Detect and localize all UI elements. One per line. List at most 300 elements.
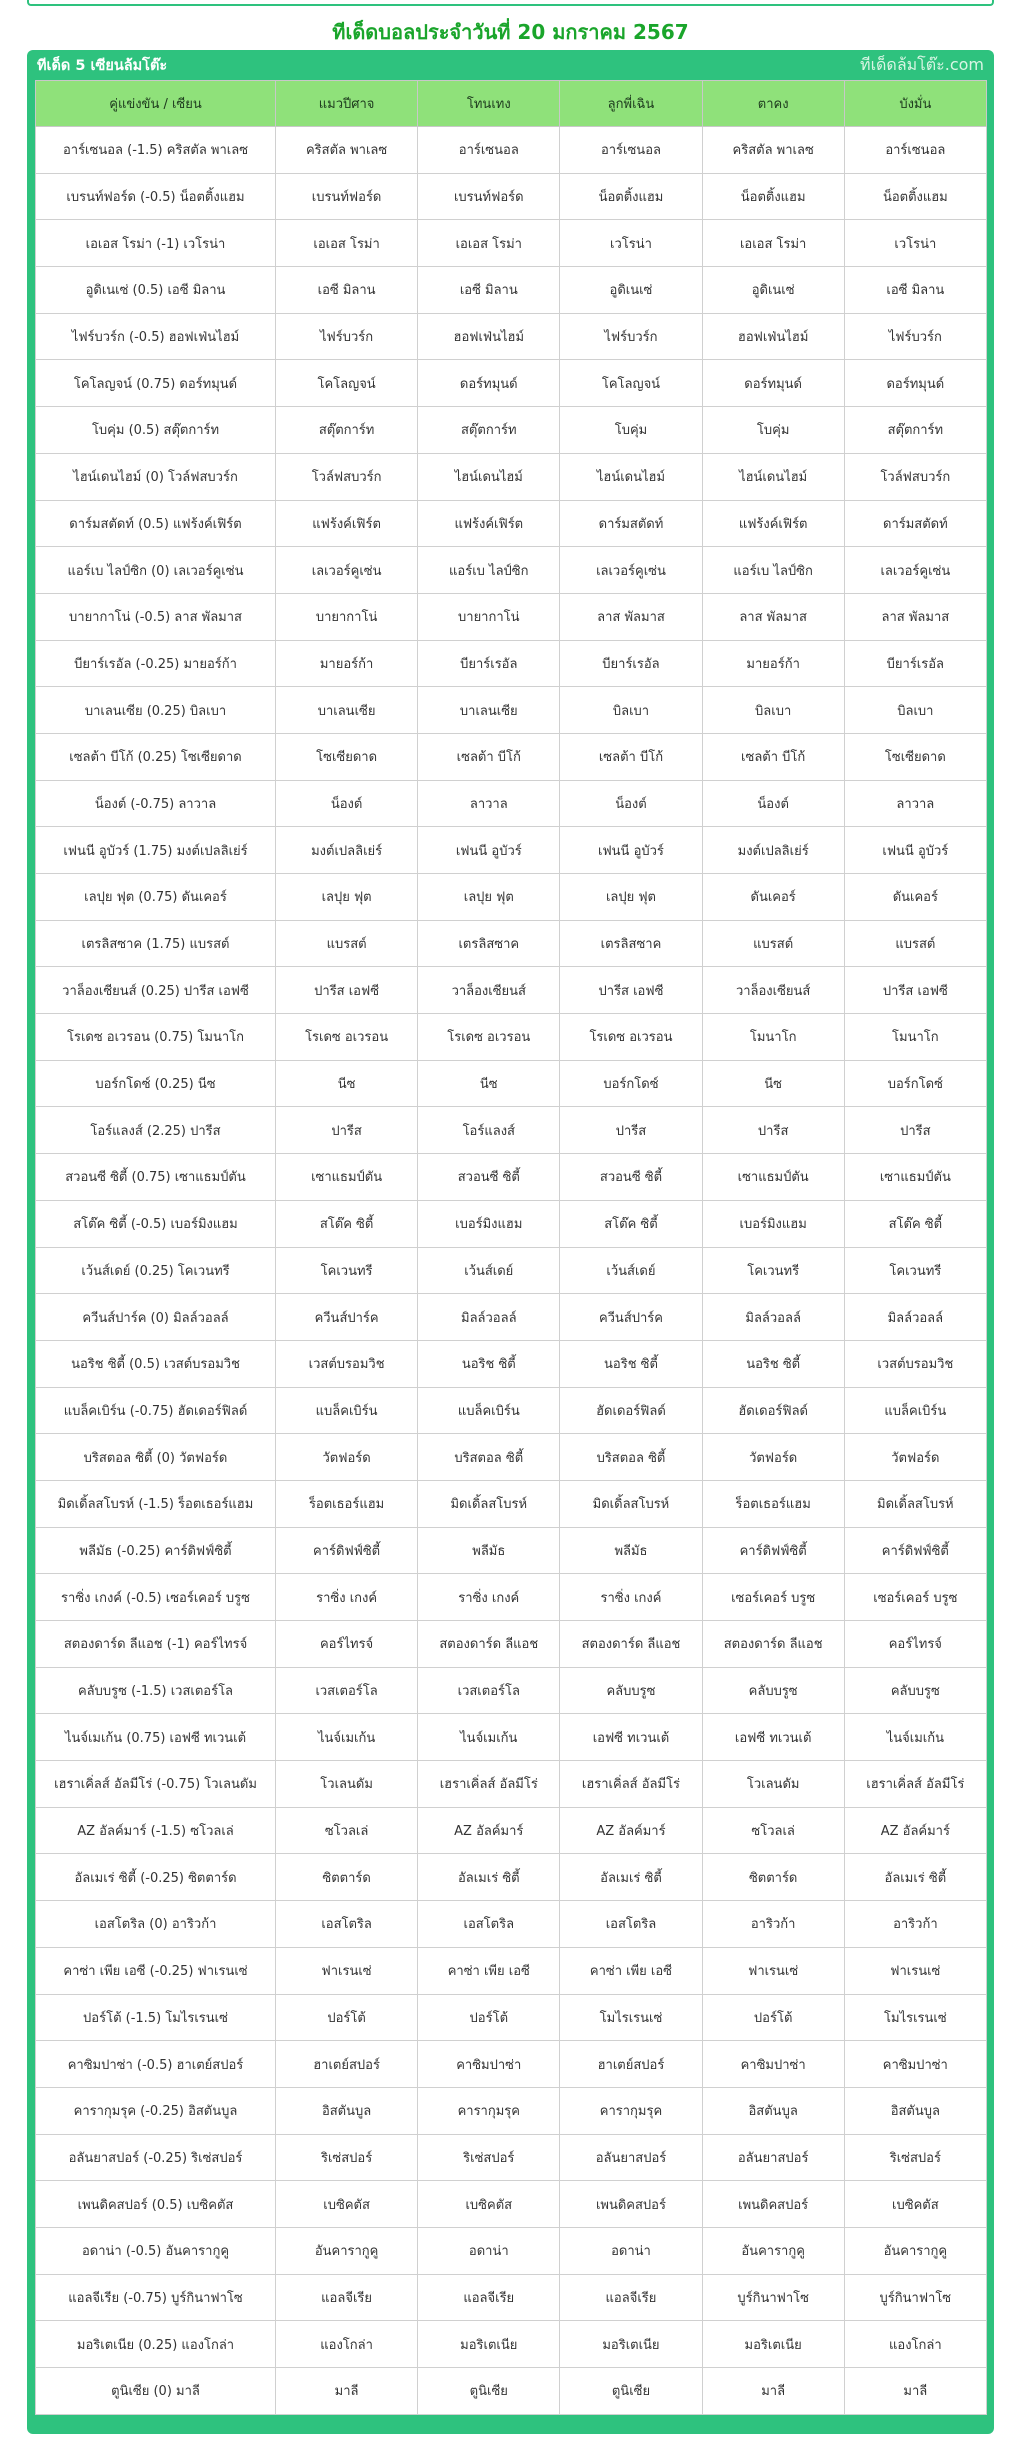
match-cell: เอสโตริล (0) อาริวก้า <box>36 1901 276 1948</box>
pick-cell: ไฟร์บวร์ก <box>560 313 702 360</box>
table-row <box>36 2181 987 2228</box>
pick-cell: ปารีส <box>844 1107 986 1154</box>
pick-cell: ตูนิเซีย <box>560 2368 702 2415</box>
pick-cell: แบรสต์ <box>844 920 986 967</box>
pick-cell: เลปุย ฟุต <box>560 874 702 921</box>
top-frame <box>27 0 994 6</box>
match-cell: เอเอส โรม่า (-1) เวโรน่า <box>36 220 276 267</box>
pick-cell: อิสตันบูล <box>844 2087 986 2134</box>
pick-cell: ซิตตาร์ด <box>702 1854 844 1901</box>
match-cell: พลีมัธ (-0.25) คาร์ดิฟฟ์ซิตี้ <box>36 1527 276 1574</box>
pick-cell: ปารีส เอฟซี <box>844 967 986 1014</box>
pick-cell: อาริวก้า <box>844 1901 986 1948</box>
pick-cell: ปารีส เอฟซี <box>276 967 418 1014</box>
pick-cell: น็อตติ้งแฮม <box>844 173 986 220</box>
pick-cell: โคเวนทรี <box>844 1247 986 1294</box>
table-row <box>36 173 987 220</box>
pick-cell: ฮาเตย์สปอร์ <box>560 2041 702 2088</box>
pick-cell: เฟนนี อูบัวร์ <box>560 827 702 874</box>
pick-cell: อลันยาสปอร์ <box>702 2134 844 2181</box>
match-cell: ไฟร์บวร์ก (-0.5) ฮอฟเฟ่นไฮม์ <box>36 313 276 360</box>
table-row <box>36 1014 987 1061</box>
pick-cell: อาร์เซนอล <box>844 127 986 174</box>
match-cell: คาซ่า เพีย เอซี (-0.25) ฟาเรนเซ่ <box>36 1947 276 1994</box>
pick-cell: นอริช ซิตี้ <box>702 1340 844 1387</box>
pick-cell: มงต์เปลลิเย่ร์ <box>276 827 418 874</box>
table-row <box>36 407 987 454</box>
tips-panel <box>27 50 994 2434</box>
pick-cell: บริสตอล ซิตี้ <box>418 1434 560 1481</box>
pick-cell: แองโกล่า <box>276 2321 418 2368</box>
pick-cell: คาร์ดิฟฟ์ซิตี้ <box>276 1527 418 1574</box>
pick-cell: เว้นส์เดย์ <box>418 1247 560 1294</box>
pick-cell: วัตฟอร์ด <box>702 1434 844 1481</box>
pick-cell: ไนจ์เมเก้น <box>276 1714 418 1761</box>
pick-cell: เลเวอร์คูเซ่น <box>844 547 986 594</box>
table-row <box>36 2274 987 2321</box>
pick-cell: นอริช ซิตี้ <box>560 1340 702 1387</box>
pick-cell: บูร์กินาฟาโซ <box>844 2274 986 2321</box>
pick-cell: สตุ๊ตการ์ท <box>418 407 560 454</box>
pick-cell: เอเอส โรม่า <box>702 220 844 267</box>
match-cell: คารากุมรุค (-0.25) อิสตันบูล <box>36 2087 276 2134</box>
match-cell: AZ อัลค์มาร์ (-1.5) ซโวลเล่ <box>36 1807 276 1854</box>
match-cell: น็องต์ (-0.75) ลาวาล <box>36 780 276 827</box>
table-header-row <box>36 81 987 127</box>
match-cell: ตูนิเซีย (0) มาลี <box>36 2368 276 2415</box>
pick-cell: ปารีส <box>276 1107 418 1154</box>
pick-cell: มายอร์ก้า <box>702 640 844 687</box>
table-row <box>36 687 987 734</box>
pick-cell: โวล์ฟสบวร์ก <box>276 453 418 500</box>
pick-cell: เบซิคตัส <box>844 2181 986 2228</box>
table-row <box>36 127 987 174</box>
pick-cell: โคโลญจน์ <box>276 360 418 407</box>
pick-cell: ร็อตเธอร์แฮม <box>276 1480 418 1527</box>
pick-cell: ราซิ่ง เกงค์ <box>418 1574 560 1621</box>
pick-cell: โมนาโก <box>844 1014 986 1061</box>
pick-cell: มอริเตเนีย <box>418 2321 560 2368</box>
pick-cell: ราซิ่ง เกงค์ <box>276 1574 418 1621</box>
pick-cell: วัตฟอร์ด <box>276 1434 418 1481</box>
pick-cell: คลับบรูซ <box>560 1667 702 1714</box>
pick-cell: ไฮน์เดนไฮม์ <box>702 453 844 500</box>
pick-cell: มอริเตเนีย <box>702 2321 844 2368</box>
pick-cell: คอร์ไทรจ์ <box>276 1621 418 1668</box>
table-row <box>36 2368 987 2415</box>
pick-cell: แบรสต์ <box>702 920 844 967</box>
pick-cell: น็องต์ <box>702 780 844 827</box>
page-heading: ทีเด็ดบอลประจำวันที่ 20 มกราคม 2567 <box>332 20 689 44</box>
pick-cell: อาร์เซนอล <box>418 127 560 174</box>
table-row <box>36 1854 987 1901</box>
table-row <box>36 1574 987 1621</box>
pick-cell: สวอนซี ซิตี้ <box>418 1154 560 1201</box>
pick-cell: โคเวนทรี <box>702 1247 844 1294</box>
pick-cell: นีซ <box>702 1060 844 1107</box>
table-row <box>36 874 987 921</box>
pick-cell: ดาร์มสตัดท์ <box>560 500 702 547</box>
pick-cell: คลับบรูซ <box>844 1667 986 1714</box>
pick-cell: อูดิเนเซ่ <box>702 267 844 314</box>
pick-cell: เอเอส โรม่า <box>418 220 560 267</box>
pick-cell: ลาส พัลมาส <box>702 593 844 640</box>
pick-cell: โรเดซ อเวรอน <box>560 1014 702 1061</box>
pick-cell: ดอร์ทมุนด์ <box>844 360 986 407</box>
pick-cell: เวโรน่า <box>560 220 702 267</box>
pick-cell: เอซี มิลาน <box>844 267 986 314</box>
pick-cell: มาลี <box>276 2368 418 2415</box>
pick-cell: อดาน่า <box>560 2227 702 2274</box>
pick-cell: ฮัดเดอร์ฟิลด์ <box>560 1387 702 1434</box>
pick-cell: แบรสต์ <box>276 920 418 967</box>
pick-cell: คาซ่า เพีย เอซี <box>560 1947 702 1994</box>
pick-cell: ดาร์มสตัดท์ <box>844 500 986 547</box>
pick-cell: เวสเตอร์โล <box>418 1667 560 1714</box>
table-row <box>36 1901 987 1948</box>
match-cell: มอริเตเนีย (0.25) แองโกล่า <box>36 2321 276 2368</box>
pick-cell: อลันยาสปอร์ <box>560 2134 702 2181</box>
table-row <box>36 1947 987 1994</box>
pick-cell: ลาวาล <box>844 780 986 827</box>
pick-cell: อันคารากูคู <box>702 2227 844 2274</box>
pick-cell: เอสโตริล <box>560 1901 702 1948</box>
pick-cell: แอลจีเรีย <box>276 2274 418 2321</box>
pick-cell: บอร์กโดซ์ <box>844 1060 986 1107</box>
pick-cell: แอลจีเรีย <box>418 2274 560 2321</box>
pick-cell: เตรลิสซาค <box>560 920 702 967</box>
match-cell: อัลเมเร่ ซิตี้ (-0.25) ซิตตาร์ด <box>36 1854 276 1901</box>
table-row <box>36 1714 987 1761</box>
match-cell: คลับบรูซ (-1.5) เวสเตอร์โล <box>36 1667 276 1714</box>
table-row <box>36 547 987 594</box>
pick-cell: บิลเบา <box>844 687 986 734</box>
pick-cell: เบซิคตัส <box>276 2181 418 2228</box>
pick-cell: คอร์ไทรจ์ <box>844 1621 986 1668</box>
match-cell: อูดิเนเซ่ (0.5) เอซี มิลาน <box>36 267 276 314</box>
pick-cell: สตุ๊ตการ์ท <box>844 407 986 454</box>
pick-cell: ฟาเรนเซ่ <box>844 1947 986 1994</box>
table-row <box>36 1387 987 1434</box>
table-row <box>36 2041 987 2088</box>
header-tipster: ลูกพี่เฉิน <box>560 81 702 127</box>
pick-cell: บียาร์เรอัล <box>418 640 560 687</box>
pick-cell: ปารีส <box>702 1107 844 1154</box>
tips-table <box>35 80 987 2415</box>
pick-cell: ไนจ์เมเก้น <box>418 1714 560 1761</box>
pick-cell: แองโกล่า <box>844 2321 986 2368</box>
match-cell: มิดเดิ้ลสโบรห์ (-1.5) ร็อตเธอร์แฮม <box>36 1480 276 1527</box>
table-row <box>36 1527 987 1574</box>
match-cell: เตรลิสซาค (1.75) แบรสต์ <box>36 920 276 967</box>
pick-cell: เบอร์มิงแฮม <box>418 1200 560 1247</box>
pick-cell: เตรลิสซาค <box>418 920 560 967</box>
pick-cell: มิลล์วอลล์ <box>702 1294 844 1341</box>
table-row <box>36 313 987 360</box>
pick-cell: เฟนนี อูบัวร์ <box>844 827 986 874</box>
match-cell: ดาร์มสตัดท์ (0.5) แฟร้งค์เฟิร์ต <box>36 500 276 547</box>
match-cell: โคโลญจน์ (0.75) ดอร์ทมุนด์ <box>36 360 276 407</box>
table-row <box>36 1667 987 1714</box>
table-row <box>36 1480 987 1527</box>
pick-cell: คลับบรูซ <box>702 1667 844 1714</box>
pick-cell: ฟาเรนเซ่ <box>702 1947 844 1994</box>
match-cell: บียาร์เรอัล (-0.25) มายอร์ก้า <box>36 640 276 687</box>
pick-cell: ไฮน์เดนไฮม์ <box>418 453 560 500</box>
pick-cell: โวเลนดัม <box>702 1761 844 1808</box>
match-cell: บริสตอล ซิตี้ (0) วัตฟอร์ด <box>36 1434 276 1481</box>
pick-cell: โรเดซ อเวรอน <box>276 1014 418 1061</box>
pick-cell: บียาร์เรอัล <box>844 640 986 687</box>
pick-cell: บายากาโน่ <box>276 593 418 640</box>
table-row <box>36 1060 987 1107</box>
pick-cell: น็องต์ <box>276 780 418 827</box>
match-cell: บอร์กโดซ์ (0.25) นีซ <box>36 1060 276 1107</box>
table-body <box>36 127 987 2415</box>
pick-cell: สโต๊ค ซิตี้ <box>560 1200 702 1247</box>
pick-cell: ไฟร์บวร์ก <box>276 313 418 360</box>
pick-cell: ฮอฟเฟ่นไฮม์ <box>418 313 560 360</box>
pick-cell: ควีนส์ปาร์ค <box>560 1294 702 1341</box>
pick-cell: คารากุมรุค <box>418 2087 560 2134</box>
site-name: ทีเด็ดล้มโต๊ะ.com <box>860 54 984 74</box>
match-cell: เว้นส์เดย์ (0.25) โคเวนทรี <box>36 1247 276 1294</box>
match-cell: ไฮน์เดนไฮม์ (0) โวล์ฟสบวร์ก <box>36 453 276 500</box>
pick-cell: เซาแธมป์ตัน <box>702 1154 844 1201</box>
match-cell: เลปุย ฟุต (0.75) ดันเคอร์ <box>36 874 276 921</box>
pick-cell: แอร์เบ ไลป์ซิก <box>418 547 560 594</box>
table-row <box>36 2321 987 2368</box>
pick-cell: มาลี <box>844 2368 986 2415</box>
header-tipster: แมวปีศาจ <box>276 81 418 127</box>
pick-cell: ลาส พัลมาส <box>844 593 986 640</box>
match-cell: โบคุ่ม (0.5) สตุ๊ตการ์ท <box>36 407 276 454</box>
match-cell: เซลต้า บีโก้ (0.25) โซเซียดาด <box>36 733 276 780</box>
pick-cell: เว้นส์เดย์ <box>560 1247 702 1294</box>
pick-cell: บริสตอล ซิตี้ <box>560 1434 702 1481</box>
header-tipster: ตาคง <box>702 81 844 127</box>
pick-cell: ปอร์โต้ <box>418 1994 560 2041</box>
pick-cell: มิดเดิ้ลสโบรห์ <box>418 1480 560 1527</box>
pick-cell: มอริเตเนีย <box>560 2321 702 2368</box>
pick-cell: สตุ๊ตการ์ท <box>276 407 418 454</box>
pick-cell: เซาแธมป์ตัน <box>276 1154 418 1201</box>
pick-cell: พลีมัธ <box>418 1527 560 1574</box>
table-row <box>36 360 987 407</box>
match-cell: วาล็องเซียนส์ (0.25) ปารีส เอฟซี <box>36 967 276 1014</box>
pick-cell: โวล์ฟสบวร์ก <box>844 453 986 500</box>
table-row <box>36 733 987 780</box>
match-cell: ราซิ่ง เกงค์ (-0.5) เซอร์เคอร์ บรูซ <box>36 1574 276 1621</box>
pick-cell: มาลี <box>702 2368 844 2415</box>
pick-cell: AZ อัลค์มาร์ <box>844 1807 986 1854</box>
pick-cell: พลีมัธ <box>560 1527 702 1574</box>
pick-cell: เพนดิคสปอร์ <box>702 2181 844 2228</box>
pick-cell: นีซ <box>418 1060 560 1107</box>
pick-cell: โมนาโก <box>702 1014 844 1061</box>
pick-cell: เซอร์เคอร์ บรูซ <box>844 1574 986 1621</box>
pick-cell: สโต๊ค ซิตี้ <box>276 1200 418 1247</box>
match-cell: โรเดซ อเวรอน (0.75) โมนาโก <box>36 1014 276 1061</box>
pick-cell: แบล็คเบิร์น <box>844 1387 986 1434</box>
pick-cell: ลาส พัลมาส <box>560 593 702 640</box>
pick-cell: มิดเดิ้ลสโบรห์ <box>844 1480 986 1527</box>
pick-cell: แอลจีเรีย <box>560 2274 702 2321</box>
pick-cell: เซลต้า บีโก้ <box>702 733 844 780</box>
pick-cell: นอริช ซิตี้ <box>418 1340 560 1387</box>
pick-cell: เบรนท์ฟอร์ด <box>276 173 418 220</box>
table-row <box>36 267 987 314</box>
match-cell: อลันยาสปอร์ (-0.25) ริเซ่สปอร์ <box>36 2134 276 2181</box>
table-row <box>36 1200 987 1247</box>
pick-cell: บิลเบา <box>560 687 702 734</box>
pick-cell: สตองดาร์ด ลีแอช <box>702 1621 844 1668</box>
pick-cell: บายากาโน่ <box>418 593 560 640</box>
table-row <box>36 827 987 874</box>
table-row <box>36 1994 987 2041</box>
pick-cell: ซโวลเล่ <box>276 1807 418 1854</box>
pick-cell: คารากุมรุค <box>560 2087 702 2134</box>
pick-cell: ไนจ์เมเก้น <box>844 1714 986 1761</box>
table-row <box>36 1107 987 1154</box>
pick-cell: อัลเมเร่ ซิตี้ <box>560 1854 702 1901</box>
pick-cell: โซเซียดาด <box>844 733 986 780</box>
pick-cell: ดอร์ทมุนด์ <box>418 360 560 407</box>
pick-cell: ราซิ่ง เกงค์ <box>560 1574 702 1621</box>
pick-cell: เบรนท์ฟอร์ด <box>418 173 560 220</box>
pick-cell: โมไรเรนเซ่ <box>844 1994 986 2041</box>
table-row <box>36 967 987 1014</box>
pick-cell: แฟร้งค์เฟิร์ต <box>418 500 560 547</box>
header-tipster: โทนเทง <box>418 81 560 127</box>
pick-cell: เอซี มิลาน <box>418 267 560 314</box>
table-row <box>36 1807 987 1854</box>
table-row <box>36 1434 987 1481</box>
pick-cell: อันคารากูคู <box>844 2227 986 2274</box>
pick-cell: สวอนซี ซิตี้ <box>560 1154 702 1201</box>
table-row <box>36 1621 987 1668</box>
pick-cell: เลปุย ฟุต <box>418 874 560 921</box>
pick-cell: โรเดซ อเวรอน <box>418 1014 560 1061</box>
pick-cell: ฮัดเดอร์ฟิลด์ <box>702 1387 844 1434</box>
match-cell: เบรนท์ฟอร์ด (-0.5) น็อตติ้งแฮม <box>36 173 276 220</box>
table-row <box>36 2227 987 2274</box>
pick-cell: ซิตตาร์ด <box>276 1854 418 1901</box>
pick-cell: สตองดาร์ด ลีแอช <box>418 1621 560 1668</box>
pick-cell: เซลต้า บีโก้ <box>560 733 702 780</box>
pick-cell: น็อตติ้งแฮม <box>560 173 702 220</box>
pick-cell: วาล็องเซียนส์ <box>418 967 560 1014</box>
table-row <box>36 593 987 640</box>
pick-cell: เอซี มิลาน <box>276 267 418 314</box>
table-row <box>36 640 987 687</box>
pick-cell: คาร์ดิฟฟ์ซิตี้ <box>844 1527 986 1574</box>
pick-cell: AZ อัลค์มาร์ <box>560 1807 702 1854</box>
pick-cell: อิสตันบูล <box>276 2087 418 2134</box>
pick-cell: โคเวนทรี <box>276 1247 418 1294</box>
pick-cell: บาเลนเซีย <box>418 687 560 734</box>
match-cell: สตองดาร์ด ลีแอช (-1) คอร์ไทรจ์ <box>36 1621 276 1668</box>
pick-cell: โวเลนดัม <box>276 1761 418 1808</box>
pick-cell: ตูนิเซีย <box>418 2368 560 2415</box>
pick-cell: เวสต์บรอมวิช <box>844 1340 986 1387</box>
pick-cell: ซโวลเล่ <box>702 1807 844 1854</box>
pick-cell: ปารีส <box>560 1107 702 1154</box>
match-cell: สวอนซี ซิตี้ (0.75) เซาแธมป์ตัน <box>36 1154 276 1201</box>
table-row <box>36 2087 987 2134</box>
pick-cell: ดันเคอร์ <box>702 874 844 921</box>
pick-cell: แฟร้งค์เฟิร์ต <box>702 500 844 547</box>
table-row <box>36 1294 987 1341</box>
pick-cell: อาร์เซนอล <box>560 127 702 174</box>
match-cell: บาเลนเซีย (0.25) บิลเบา <box>36 687 276 734</box>
pick-cell: เลปุย ฟุต <box>276 874 418 921</box>
pick-cell: AZ อัลค์มาร์ <box>418 1807 560 1854</box>
pick-cell: เซาแธมป์ตัน <box>844 1154 986 1201</box>
pick-cell: ดันเคอร์ <box>844 874 986 921</box>
pick-cell: อาริวก้า <box>702 1901 844 1948</box>
pick-cell: ไฟร์บวร์ก <box>844 313 986 360</box>
pick-cell: คริสตัล พาเลซ <box>276 127 418 174</box>
pick-cell: แฟร้งค์เฟิร์ต <box>276 500 418 547</box>
pick-cell: มิดเดิ้ลสโบรห์ <box>560 1480 702 1527</box>
header-match: คู่แข่งขัน / เซียน <box>36 81 276 127</box>
match-cell: ปอร์โต้ (-1.5) โมไรเรนเซ่ <box>36 1994 276 2041</box>
pick-cell: ริเซ่สปอร์ <box>418 2134 560 2181</box>
pick-cell: อูดิเนเซ่ <box>560 267 702 314</box>
match-cell: ควีนส์ปาร์ค (0) มิลล์วอลล์ <box>36 1294 276 1341</box>
pick-cell: บาเลนเซีย <box>276 687 418 734</box>
pick-cell: ฟาเรนเซ่ <box>276 1947 418 1994</box>
match-cell: เฟนนี อูบัวร์ (1.75) มงต์เปลลิเย่ร์ <box>36 827 276 874</box>
pick-cell: เพนดิคสปอร์ <box>560 2181 702 2228</box>
pick-cell: เอฟซี ทเวนเต้ <box>702 1714 844 1761</box>
pick-cell: มิลล์วอลล์ <box>844 1294 986 1341</box>
pick-cell: คาซ่า เพีย เอซี <box>418 1947 560 1994</box>
match-cell: โอร์แลงส์ (2.25) ปารีส <box>36 1107 276 1154</box>
match-cell: แบล็คเบิร์น (-0.75) ฮัดเดอร์ฟิลด์ <box>36 1387 276 1434</box>
match-cell: เพนดิคสปอร์ (0.5) เบซิคตัส <box>36 2181 276 2228</box>
pick-cell: เฟนนี อูบัวร์ <box>418 827 560 874</box>
pick-cell: โบคุ่ม <box>560 407 702 454</box>
pick-cell: เอสโตริล <box>276 1901 418 1948</box>
pick-cell: อัลเมเร่ ซิตี้ <box>844 1854 986 1901</box>
pick-cell: บิลเบา <box>702 687 844 734</box>
pick-cell: บอร์กโดซ์ <box>560 1060 702 1107</box>
table-row <box>36 453 987 500</box>
pick-cell: ปอร์โต้ <box>276 1994 418 2041</box>
match-cell: อดาน่า (-0.5) อันคารากูคู <box>36 2227 276 2274</box>
match-cell: ไนจ์เมเก้น (0.75) เอฟซี ทเวนเต้ <box>36 1714 276 1761</box>
pick-cell: โมไรเรนเซ่ <box>560 1994 702 2041</box>
pick-cell: แบล็คเบิร์น <box>418 1387 560 1434</box>
pick-cell: ฮาเตย์สปอร์ <box>276 2041 418 2088</box>
table-row <box>36 920 987 967</box>
pick-cell: วัตฟอร์ด <box>844 1434 986 1481</box>
pick-cell: คาซิมปาซ่า <box>702 2041 844 2088</box>
pick-cell: บียาร์เรอัล <box>560 640 702 687</box>
pick-cell: เวโรน่า <box>844 220 986 267</box>
match-cell: คาซิมปาซ่า (-0.5) ฮาเตย์สปอร์ <box>36 2041 276 2088</box>
pick-cell: โบคุ่ม <box>702 407 844 454</box>
pick-cell: อดาน่า <box>418 2227 560 2274</box>
pick-cell: ดอร์ทมุนด์ <box>702 360 844 407</box>
table-row <box>36 1761 987 1808</box>
table-row <box>36 1154 987 1201</box>
match-cell: สโต๊ค ซิตี้ (-0.5) เบอร์มิงแฮม <box>36 1200 276 1247</box>
pick-cell: เฮราเคิ่ลส์ อัลมีโร่ <box>844 1761 986 1808</box>
pick-cell: เวสต์บรอมวิช <box>276 1340 418 1387</box>
